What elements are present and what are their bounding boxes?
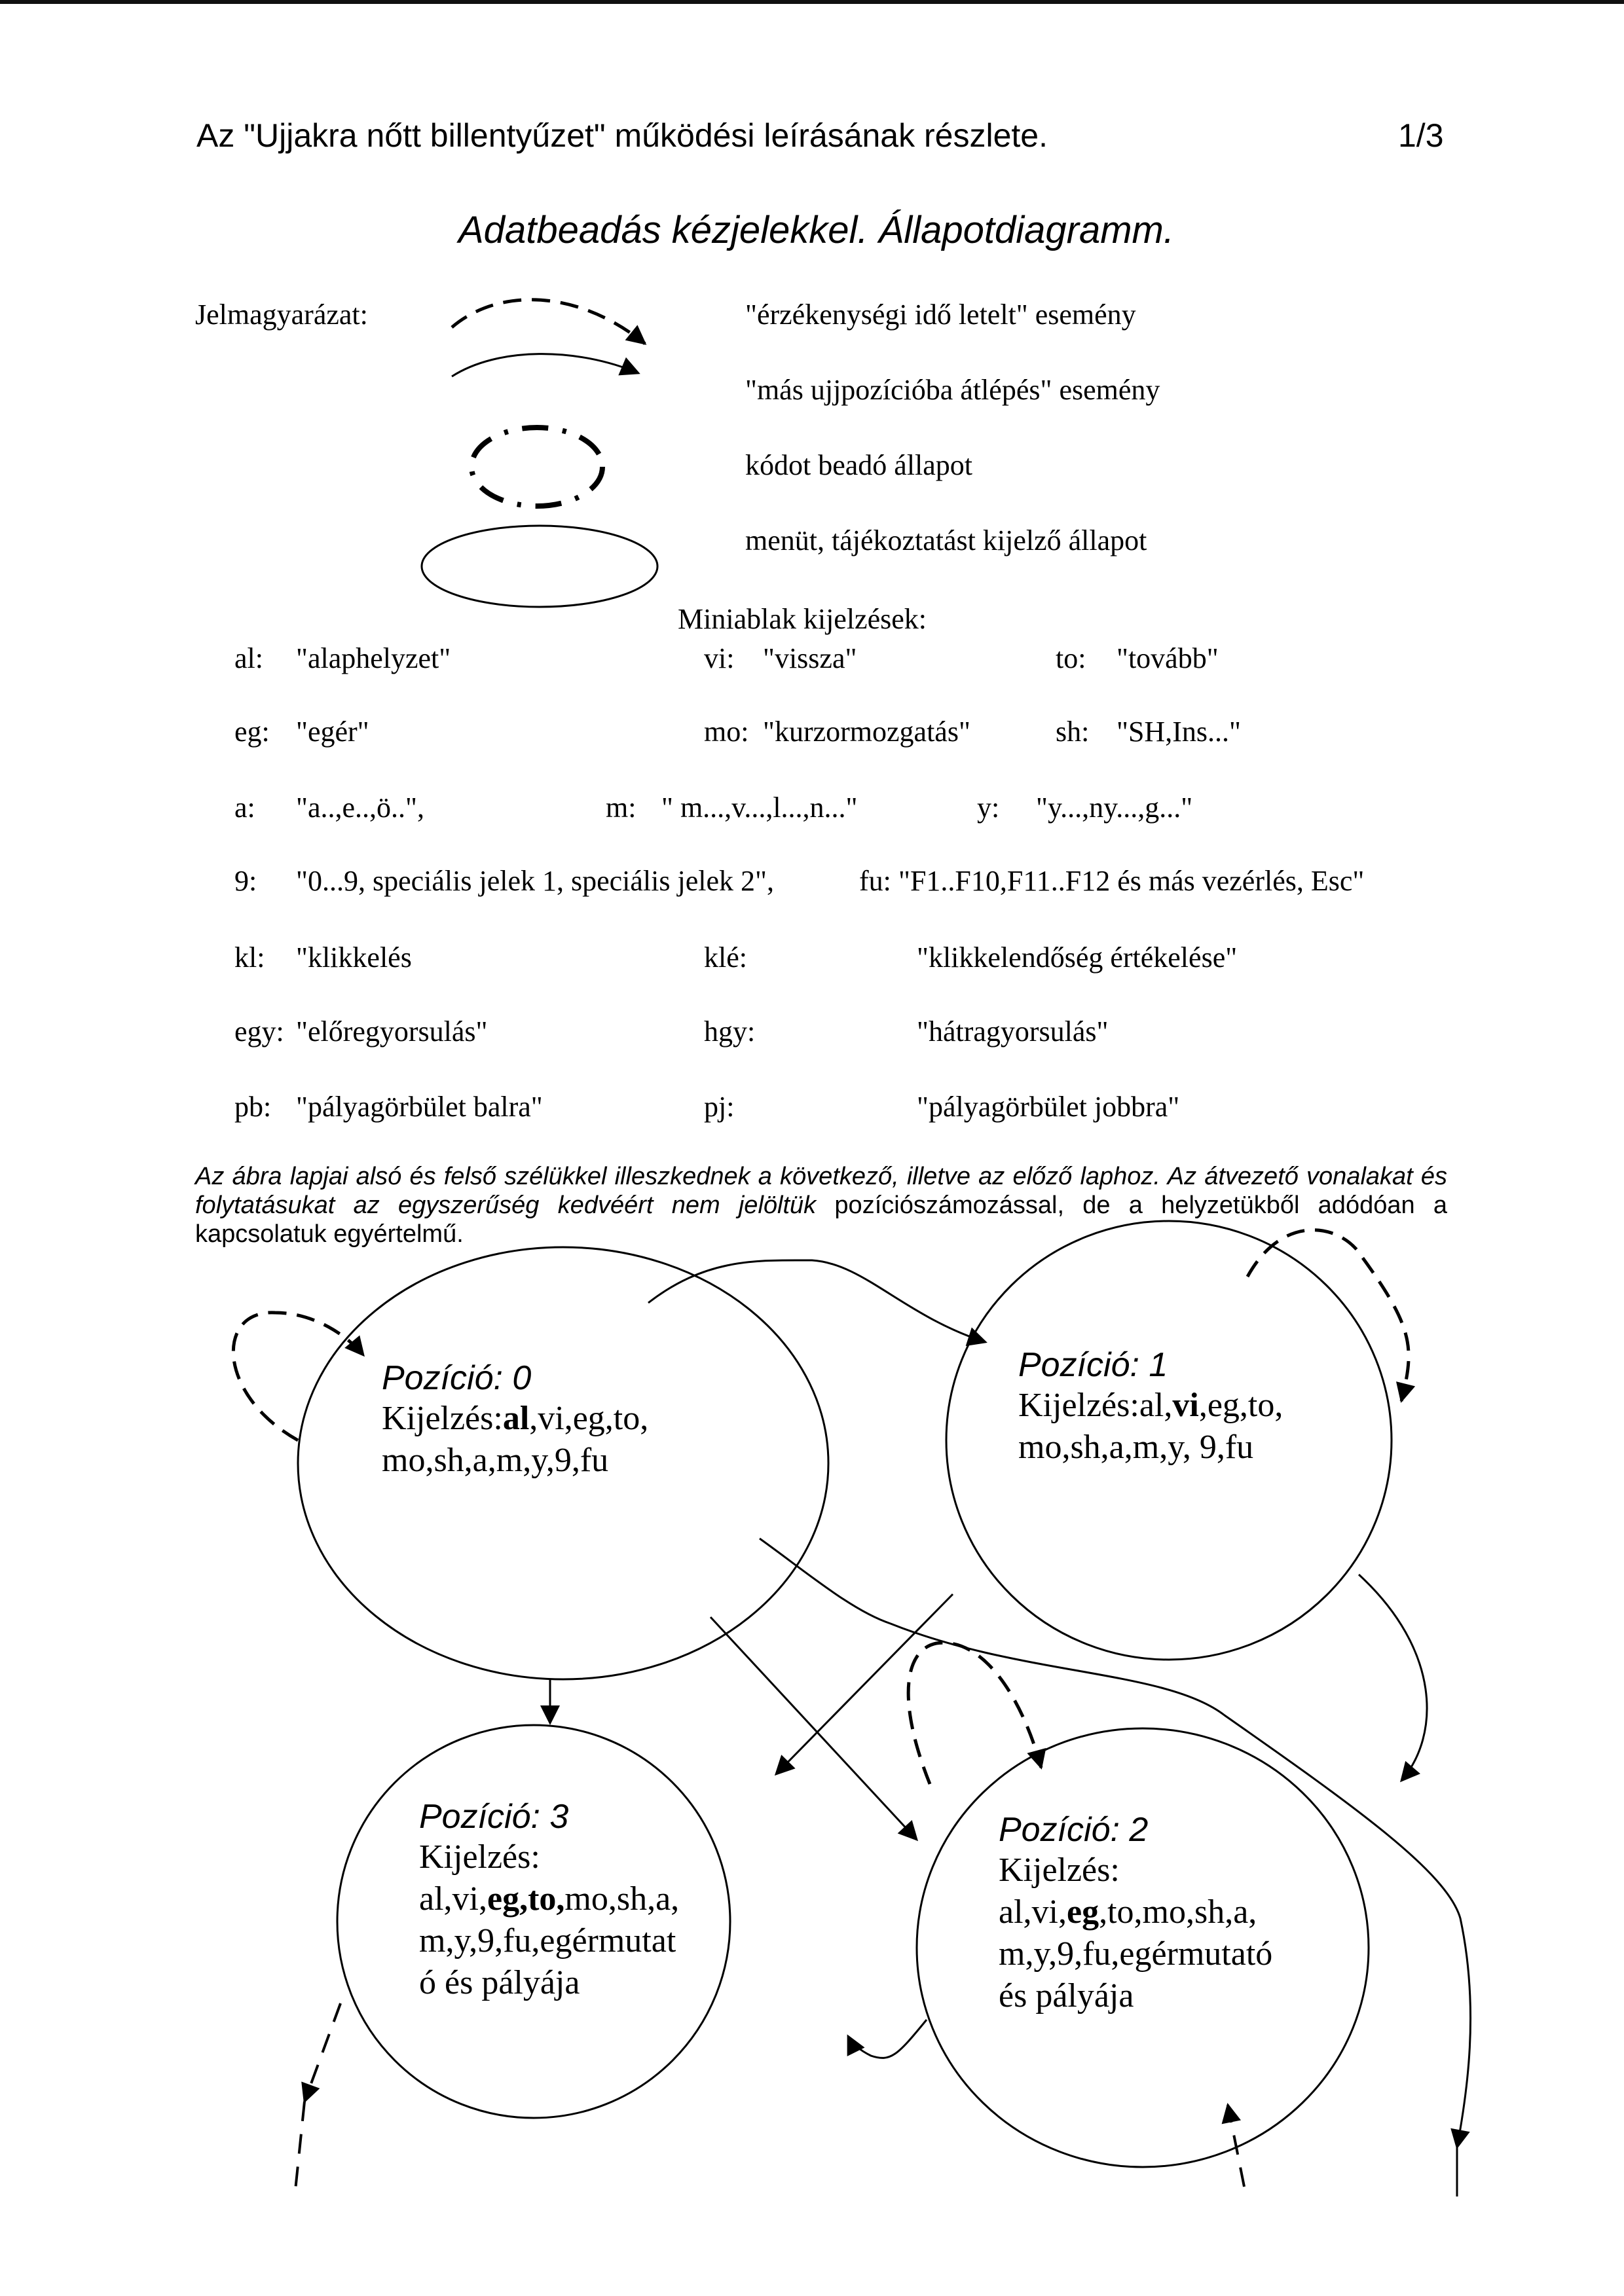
abbr-value: "y...,ny...,g..." — [1036, 792, 1193, 824]
transition-pos0-to-pos1 — [648, 1260, 986, 1342]
state-pos2 — [999, 1810, 1272, 2017]
abbr-key: a: — [234, 792, 255, 824]
state-title: Pozíció: 1 — [1018, 1346, 1168, 1384]
abbr-key: pb: — [234, 1091, 272, 1123]
state-display-line: m,y,9,fu,egérmutató — [999, 1935, 1273, 1973]
state-display-line: m,y,9,fu,egérmutat — [419, 1922, 676, 1959]
abbr-value: "SH,Ins..." — [1116, 716, 1241, 748]
abbr-key: klé: — [704, 941, 747, 974]
abbr-value: "alaphelyzet" — [296, 642, 451, 674]
abbr-value: "klikkelés — [296, 941, 412, 974]
abbr-value: "klikkelendőség értékelése" — [917, 941, 1238, 974]
legend-dashed-arrow-icon — [452, 300, 645, 344]
transition-pos2-to-pos3 — [848, 2020, 927, 2058]
abbr-key: vi: — [704, 642, 735, 674]
abbr-value: "előregyorsulás" — [296, 1015, 488, 1048]
document-header-title: Az "Ujjakra nőtt billentyűzet" működési leírásának részlete. — [196, 117, 1048, 154]
abbr-key: egy: — [234, 1015, 284, 1048]
state-pos3 — [419, 1797, 679, 2004]
abbr-value: "F1..F10,F11..F12 és más vezérlés, Esc" — [898, 865, 1365, 897]
legend-label-menu-state: menüt, tájékoztatást kijelző állapot — [745, 524, 1147, 556]
abbr-key: fu: — [859, 865, 891, 897]
legend-solid-ellipse-icon — [422, 526, 657, 607]
transition-pos0-to-pos2 — [710, 1617, 917, 1840]
state-display-line: Kijelzés:al,vi,eg,to, — [1018, 1387, 1283, 1424]
transition-pos1-to-pos2 — [1359, 1575, 1427, 1781]
state-title: Pozíció: 2 — [999, 1811, 1149, 1849]
note-italic-text: Az ábra lapjai alsó és felső szélükkel illeszkednek a következő, illetve az előző laphoz. Az átvezető vonalakat és folytatásukat az egyszerűség kedvéért nem jelöltük — [195, 1163, 1447, 1219]
state-display-line: és pályája — [999, 1977, 1134, 2014]
page-number: 1/3 — [1398, 117, 1444, 154]
legend-dashed-ellipse-icon — [471, 428, 602, 506]
abbr-value: "tovább" — [1116, 642, 1219, 674]
abbr-key: pj: — [704, 1091, 735, 1123]
abbr-key: 9: — [234, 865, 257, 897]
transition-pos1-to-pos3 — [776, 1594, 953, 1774]
abbr-value: "hátragyorsulás" — [917, 1015, 1109, 1048]
state-display-line: mo,sh,a,m,y, 9,fu — [1018, 1429, 1254, 1466]
page-title: Adatbeadás kézjelekkel. Állapotdiagramm. — [458, 209, 1174, 251]
state-display-line: ó és pályája — [419, 1964, 580, 2001]
abbr-key: to: — [1056, 642, 1086, 674]
abbr-value: "a..,e..,ö..", — [296, 792, 424, 824]
legend-heading: Jelmagyarázat: — [195, 299, 368, 331]
legend-label-position-change: "más ujjpozícióba átlépés" esemény — [745, 374, 1160, 406]
state-display-line: al,vi,eg,to,mo,sh,a, — [999, 1893, 1257, 1931]
legend-solid-arrow-icon — [452, 354, 638, 376]
state-display-line: mo,sh,a,m,y,9,fu — [382, 1442, 609, 1479]
legend-label-timeout: "érzékenységi idő letelt" esemény — [745, 299, 1136, 331]
miniablak-heading: Miniablak kijelzések: — [678, 603, 927, 635]
abbr-value: "0...9, speciális jelek 1, speciális jelek 2", — [296, 865, 774, 897]
transition-pos3-to-next-page — [304, 2003, 341, 2102]
abbr-value: "kurzormozgatás" — [763, 716, 970, 748]
abbr-key: al: — [234, 642, 263, 674]
state-title: Pozíció: 3 — [419, 1798, 569, 1836]
abbr-value: "egér" — [296, 716, 369, 748]
diagram-note — [195, 1162, 1447, 1248]
abbr-value: "pályagörbület balra" — [296, 1091, 543, 1123]
abbr-key: y: — [977, 792, 1000, 824]
abbr-key: sh: — [1056, 716, 1090, 748]
state-title: Pozíció: 0 — [382, 1359, 532, 1397]
state-display-line: Kijelzés: — [419, 1838, 540, 1876]
abbr-key: hgy: — [704, 1015, 756, 1048]
state-display-line: al,vi,eg,to,mo,sh,a, — [419, 1880, 680, 1918]
legend-label-code-state: kódot beadó állapot — [745, 449, 973, 481]
abbr-key: eg: — [234, 716, 270, 748]
state-display-line: Kijelzés:al,vi,eg,to, — [382, 1400, 649, 1437]
abbr-key: m: — [606, 792, 637, 824]
transition-pos3-to-next-page-tail — [295, 2102, 304, 2196]
state-pos0 — [382, 1358, 648, 1482]
abbr-key: mo: — [704, 716, 749, 748]
abbr-value: " m...,v...,l...,n..." — [661, 792, 858, 824]
abbr-value: "pályagörbület jobbra" — [917, 1091, 1180, 1123]
note-upright-text: pozíciószámozással, de a helyzetükből adódóan a kapcsolatuk egyértelmű. — [195, 1192, 1447, 1248]
state-pos1 — [1018, 1345, 1283, 1468]
self-loop-pos0 — [233, 1313, 363, 1440]
state-display-line: Kijelzés: — [999, 1851, 1120, 1889]
abbr-value: "vissza" — [763, 642, 857, 674]
abbr-key: kl: — [234, 941, 265, 974]
